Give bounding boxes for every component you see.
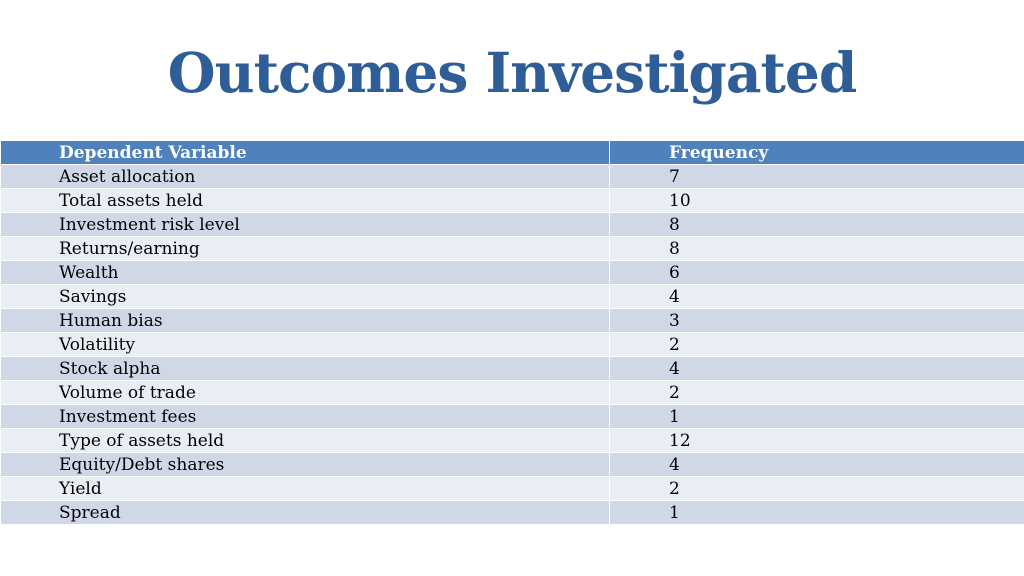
slide-title: Outcomes Investigated — [167, 40, 857, 105]
table-row — [1, 429, 1024, 453]
frequency-cell: 8 — [610, 213, 1024, 237]
table-row — [1, 381, 1024, 405]
dependent-variable-cell: Savings — [1, 285, 610, 309]
frequency-cell: 2 — [610, 333, 1024, 357]
frequency-cell: 1 — [610, 501, 1024, 525]
dependent-variable-cell: Equity/Debt shares — [1, 453, 610, 477]
table-row — [1, 237, 1024, 261]
table-row — [1, 309, 1024, 333]
table-row — [1, 213, 1024, 237]
outcomes-table-container — [0, 140, 1024, 525]
dependent-variable-cell: Yield — [1, 477, 610, 501]
header-frequency: Frequency — [610, 141, 1024, 165]
table-row — [1, 405, 1024, 429]
table-row — [1, 357, 1024, 381]
dependent-variable-cell: Wealth — [1, 261, 610, 285]
frequency-cell: 7 — [610, 165, 1024, 189]
dependent-variable-cell: Spread — [1, 501, 610, 525]
table-row — [1, 189, 1024, 213]
frequency-cell: 6 — [610, 261, 1024, 285]
frequency-cell: 4 — [610, 357, 1024, 381]
dependent-variable-cell: Stock alpha — [1, 357, 610, 381]
table-row — [1, 285, 1024, 309]
dependent-variable-cell: Investment risk level — [1, 213, 610, 237]
dependent-variable-cell: Total assets held — [1, 189, 610, 213]
table-row — [1, 501, 1024, 525]
frequency-cell: 3 — [610, 309, 1024, 333]
dependent-variable-cell: Investment fees — [1, 405, 610, 429]
header-dependent-variable: Dependent Variable — [1, 141, 610, 165]
frequency-cell: 4 — [610, 285, 1024, 309]
dependent-variable-cell: Returns/earning — [1, 237, 610, 261]
table-row — [1, 165, 1024, 189]
frequency-cell: 1 — [610, 405, 1024, 429]
dependent-variable-cell: Asset allocation — [1, 165, 610, 189]
frequency-cell: 2 — [610, 477, 1024, 501]
outcomes-table — [0, 140, 1024, 525]
frequency-cell: 10 — [610, 189, 1024, 213]
dependent-variable-cell: Type of assets held — [1, 429, 610, 453]
frequency-cell: 8 — [610, 237, 1024, 261]
frequency-cell: 4 — [610, 453, 1024, 477]
frequency-cell: 2 — [610, 381, 1024, 405]
table-row — [1, 333, 1024, 357]
table-row — [1, 453, 1024, 477]
dependent-variable-cell: Human bias — [1, 309, 610, 333]
table-header-row — [1, 141, 1024, 165]
table-row — [1, 261, 1024, 285]
table-row — [1, 477, 1024, 501]
dependent-variable-cell: Volatility — [1, 333, 610, 357]
dependent-variable-cell: Volume of trade — [1, 381, 610, 405]
frequency-cell: 12 — [610, 429, 1024, 453]
table-body — [1, 165, 1024, 525]
